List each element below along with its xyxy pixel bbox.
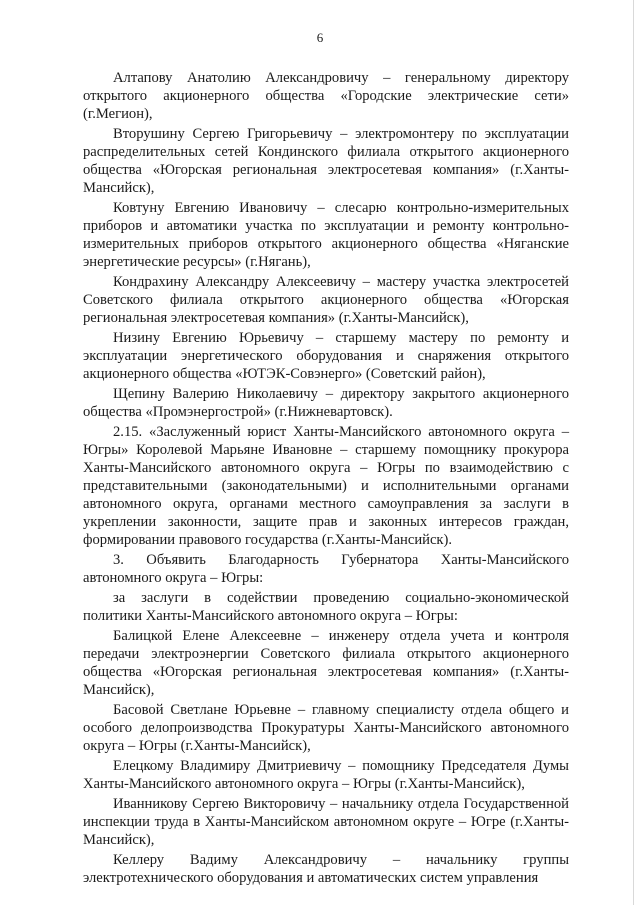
scan-edge-line bbox=[633, 0, 634, 905]
gratitude-paragraph-eletsky: Елецкому Владимиру Дмитриевичу – помощнику Председателя Думы Ханты-Мансийского автономного округа – Югры (г.Ханты-Мансийск), bbox=[83, 758, 569, 792]
award-paragraph-kovtun: Ковтуну Евгению Ивановичу – слесарю контрольно-измерительных приборов и автоматики участка по эксплуатации и ремонту контрольно-измерительных приборов открытого акционерного общества «Няганские энергетические ресурсы» (г.Нягань), bbox=[83, 200, 569, 270]
gratitude-paragraph-basova: Басовой Светлане Юрьевне – главному специалисту отдела общего и особого делопроизводства Прокуратуры Ханты-Мансийского автономного округа – Югры (г.Ханты-Мансийск), bbox=[83, 702, 569, 754]
section-2-15-paragraph: 2.15. «Заслуженный юрист Ханты-Мансийского автономного округа – Югры» Королевой Марьяне Ивановне – старшему помощнику прокурора Ханты-Мансийского автономного округа – Югры по взаимодействию с представительными (законодательными) и исполнительными органами автономного округа, органами местного самоуправления за заслуги в укреплении законности, защите прав и законных интересов граждан, формировании правового государства (г.Ханты-Мансийск). bbox=[83, 424, 569, 548]
page-number: 6 bbox=[316, 30, 324, 45]
section-3-heading-paragraph: 3. Объявить Благодарность Губернатора Ханты-Мансийского автономного округа – Югры: bbox=[83, 552, 569, 586]
gratitude-paragraph-ivannikov: Иванникову Сергею Викторовичу – начальнику отдела Государственной инспекции труда в Ханты-Мансийском автономном округе – Югре (г.Ханты-Мансийск), bbox=[83, 796, 569, 848]
award-paragraph-vtorushin: Вторушину Сергею Григорьевичу – электромонтеру по эксплуатации распределительных сетей Кондинского филиала открытого акционерного общества «Югорская региональная электросетевая компания» (г.Ханты-Мансийск), bbox=[83, 126, 569, 196]
gratitude-paragraph-balitskaya: Балицкой Елене Алексеевне – инженеру отдела учета и контроля передачи электроэнергии Советского филиала открытого акционерного общества «Югорская региональная электросетевая компания» (г.Ханты-Мансийск), bbox=[83, 628, 569, 698]
award-paragraph-nizin: Низину Евгению Юрьевичу – старшему мастеру по ремонту и эксплуатации энергетического оборудования и снаряжения открытого акционерного общества «ЮТЭК-Совэнерго» (Советский район), bbox=[83, 330, 569, 382]
award-paragraph-shchepin: Щепину Валерию Николаевичу – директору закрытого акционерного общества «Промэнергострой» (г.Нижневартовск). bbox=[83, 386, 569, 420]
document-body bbox=[83, 69, 569, 887]
award-paragraph-kondrakhin: Кондрахину Александру Алексеевичу – мастеру участка электросетей Советского филиала открытого акционерного общества «Югорская региональная электросетевая компания» (г.Ханты-Мансийск), bbox=[83, 274, 569, 326]
merit-statement-paragraph: за заслуги в содействии проведению социально-экономической политики Ханты-Мансийского автономного округа – Югры: bbox=[83, 590, 569, 624]
award-paragraph-altapov: Алтапову Анатолию Александровичу – генеральному директору открытого акционерного общества «Городские электрические сети» (г.Мегион), bbox=[83, 70, 569, 122]
gratitude-paragraph-keller: Келлеру Вадиму Александровичу – начальнику группы электротехнического оборудования и автоматических систем управления bbox=[83, 852, 569, 886]
